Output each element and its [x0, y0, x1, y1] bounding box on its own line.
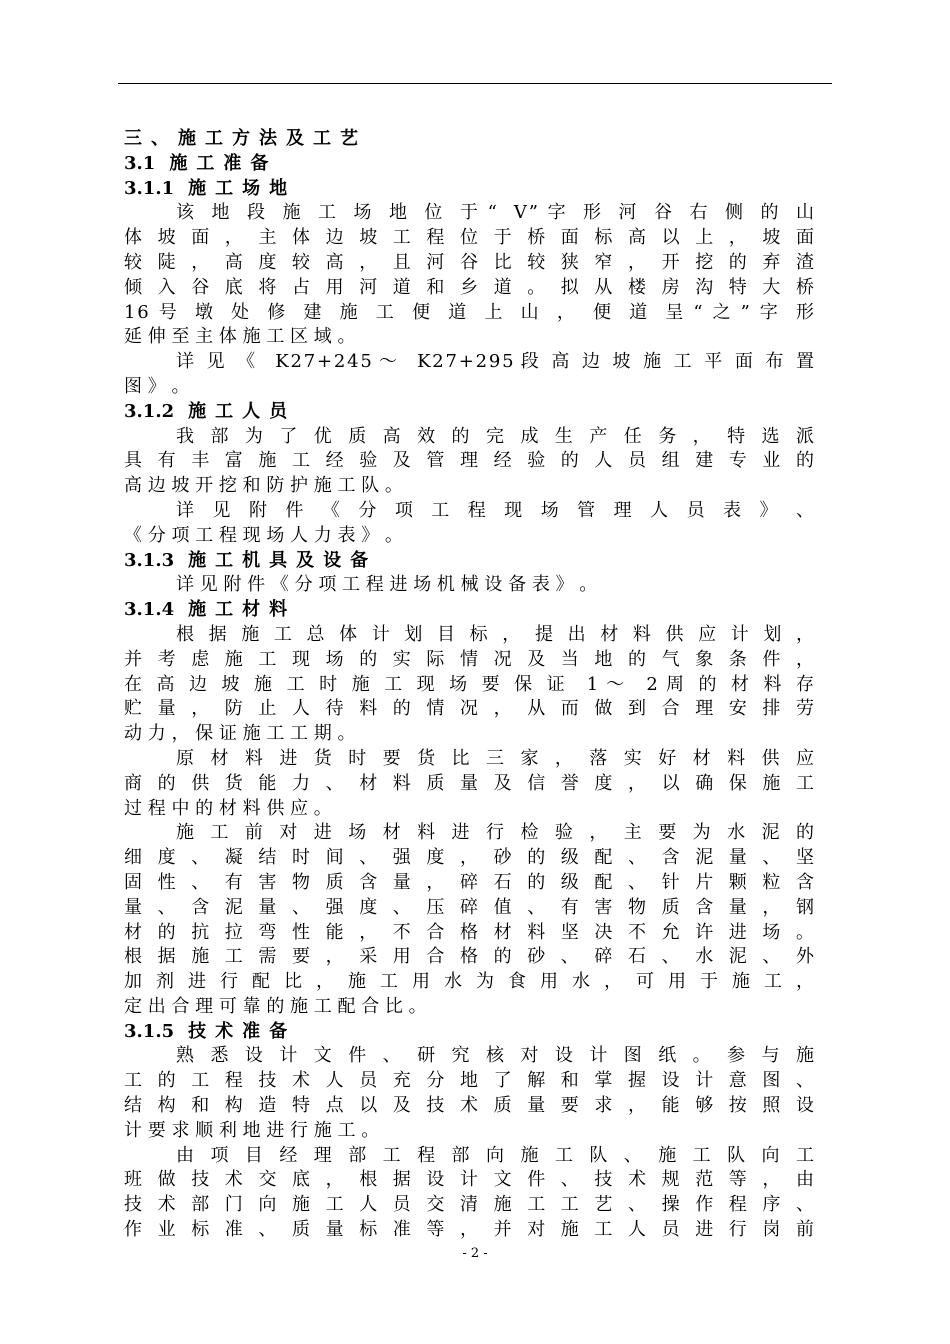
paragraph-line: 图 》 。 — [124, 375, 190, 397]
paragraph-line: 原 材 料 进 货 时 要 货 比 三 家 ， 落 实 好 材 料 供 应 — [176, 747, 814, 769]
paragraph-line: 该 地 段 施 工 场 地 位 于 “ V ” 字 形 河 谷 右 侧 的 山 — [176, 202, 814, 224]
section-heading — [124, 177, 814, 202]
paragraph-line: 细 度 、 凝 结 时 间 、 强 度 ， 砂 的 级 配 、 含 泥 量 、 坚 — [124, 847, 814, 869]
section-number: 3.1.5 — [124, 1020, 175, 1042]
paragraph-line: 详 见 附 件 《 分 项 工 程 现 场 管 理 人 员 表 》 、 — [176, 499, 814, 521]
paragraph-line: 并 考 虑 施 工 现 场 的 实 际 情 况 及 当 地 的 气 象 条 件 ， — [124, 648, 814, 670]
paragraph-line: 详 见 《 K 2 7 + 2 4 5 ～ K 2 7 + 2 9 5 段 高 边 坡 施 工 平 面 布 置 — [176, 351, 814, 373]
section-number: 3.1.3 — [124, 549, 175, 571]
section-heading — [124, 400, 814, 425]
section-heading — [124, 152, 814, 177]
section-heading — [124, 127, 814, 152]
paragraph-line: 熟 悉 设 计 文 件 、 研 究 核 对 设 计 图 纸 。 参 与 施 — [176, 1045, 814, 1067]
paragraph-line: 计 要 求 顺 利 地 进 行 施 工 。 — [124, 1119, 380, 1141]
paragraph-line: 作 业 标 准 、 质 量 标 准 等 ， 并 对 施 工 人 员 进 行 岗 前 — [124, 1219, 814, 1241]
paragraph-line: 量 、 含 泥 量 、 强 度 、 压 碎 值 、 有 害 物 质 含 量 ， 钢 — [124, 896, 814, 918]
paragraph-line: 具 有 丰 富 施 工 经 验 及 管 理 经 验 的 人 员 组 建 专 业 的 — [124, 450, 814, 472]
section-number: 3.1.1 — [124, 177, 175, 199]
paragraph-line: 根 据 施 工 需 要 ， 采 用 合 格 的 砂 、 碎 石 、 水 泥 、 外 — [124, 946, 814, 968]
paragraph-line: 详 见 附 件 《 分 项 工 程 进 场 机 械 设 备 表 》 。 — [176, 574, 598, 596]
paragraph-line: 由 项 目 经 理 部 工 程 部 向 施 工 队 、 施 工 队 向 工 — [176, 1144, 814, 1166]
section-number: 3.1.4 — [124, 599, 175, 621]
paragraph-line: 在 高 边 坡 施 工 时 施 工 现 场 要 保 证 1 ～ 2 周 的 材 料 存 — [124, 673, 814, 695]
paragraph-line: 材 的 抗 拉 弯 性 能 ， 不 合 格 材 料 坚 决 不 允 许 进 场 。 — [124, 921, 814, 943]
paragraph-line: 固 性 、 有 害 物 质 含 量 ， 碎 石 的 级 配 、 针 片 颗 粒 含 — [124, 871, 814, 893]
header-rule — [118, 83, 832, 84]
section-number: 3.1.2 — [124, 400, 175, 422]
paragraph-line: 1 6 号 墩 处 修 建 施 工 便 道 上 山 ， 便 道 呈 “ 之 ” 字 形 — [124, 301, 814, 323]
paragraph-line: 定 出 合 理 可 靠 的 施 工 配 合 比 。 — [124, 995, 427, 1017]
paragraph-line: 过 程 中 的 材 料 供 应 。 — [124, 797, 332, 819]
paragraph-line: 高 边 坡 开 挖 和 防 护 施 工 队 。 — [124, 475, 403, 497]
section-title: 三、施工方法及工艺 — [124, 128, 367, 149]
paragraph-line: 根 据 施 工 总 体 计 划 目 标 ， 提 出 材 料 供 应 计 划 ， — [176, 623, 814, 645]
section-title: 施工场地 — [188, 177, 297, 199]
section-number: 3.1 — [124, 152, 156, 174]
paragraph-line: 贮 量 ， 防 止 人 待 料 的 情 况 ， 从 而 做 到 合 理 安 排 劳 — [124, 698, 814, 720]
paragraph-line: 技 术 部 门 向 施 工 人 员 交 清 施 工 工 艺 、 操 作 程 序 、 — [124, 1194, 814, 1216]
paragraph-line: 较 陡 ， 高 度 较 高 ， 且 河 谷 比 较 狭 窄 ， 开 挖 的 弃 渣 — [124, 251, 814, 273]
paragraph-line: 动 力 ， 保 证 施 工 工 期 。 — [124, 723, 356, 745]
section-title: 施工人员 — [188, 400, 297, 422]
paragraph-line: 工 的 工 程 技 术 人 员 充 分 地 了 解 和 掌 握 设 计 意 图 、 — [124, 1070, 814, 1092]
paragraph-line: 延 伸 至 主 体 施 工 区 域 。 — [124, 326, 356, 348]
paragraph-line: 体 坡 面 ， 主 体 边 坡 工 程 位 于 桥 面 标 高 以 上 ， 坡 面 — [124, 227, 814, 249]
paragraph-line: 班 做 技 术 交 底 ， 根 据 设 计 文 件 、 技 术 规 范 等 ， 由 — [124, 1169, 814, 1191]
section-title: 施工材料 — [188, 599, 297, 621]
section-heading — [124, 1020, 814, 1045]
paragraph-line: 《 分 项 工 程 现 场 人 力 表 》 。 — [124, 524, 403, 546]
section-title: 施工准备 — [169, 152, 278, 174]
paragraph-line: 倾 入 谷 底 将 占 用 河 道 和 乡 道 。 拟 从 楼 房 沟 特 大 桥 — [124, 276, 814, 298]
paragraph-line: 施 工 前 对 进 场 材 料 进 行 检 验 ， 主 要 为 水 泥 的 — [176, 822, 814, 844]
section-title: 技术准备 — [188, 1020, 297, 1042]
paragraph-line: 我 部 为 了 优 质 高 效 的 完 成 生 产 任 务 ， 特 选 派 — [176, 425, 814, 447]
section-heading — [124, 549, 814, 574]
section-heading — [124, 598, 814, 623]
document-body — [124, 127, 814, 1243]
page-number: - 2 - — [462, 1246, 488, 1261]
paragraph-line: 加 剂 进 行 配 比 ， 施 工 用 水 为 食 用 水 ， 可 用 于 施 工 ， — [124, 971, 814, 993]
section-title: 施工机具及设备 — [188, 549, 378, 571]
paragraph-line: 商 的 供 货 能 力 、 材 料 质 量 及 信 誉 度 ， 以 确 保 施 工 — [124, 772, 814, 794]
paragraph-line: 结 构 和 构 造 特 点 以 及 技 术 质 量 要 求 ， 能 够 按 照 设 — [124, 1095, 814, 1117]
